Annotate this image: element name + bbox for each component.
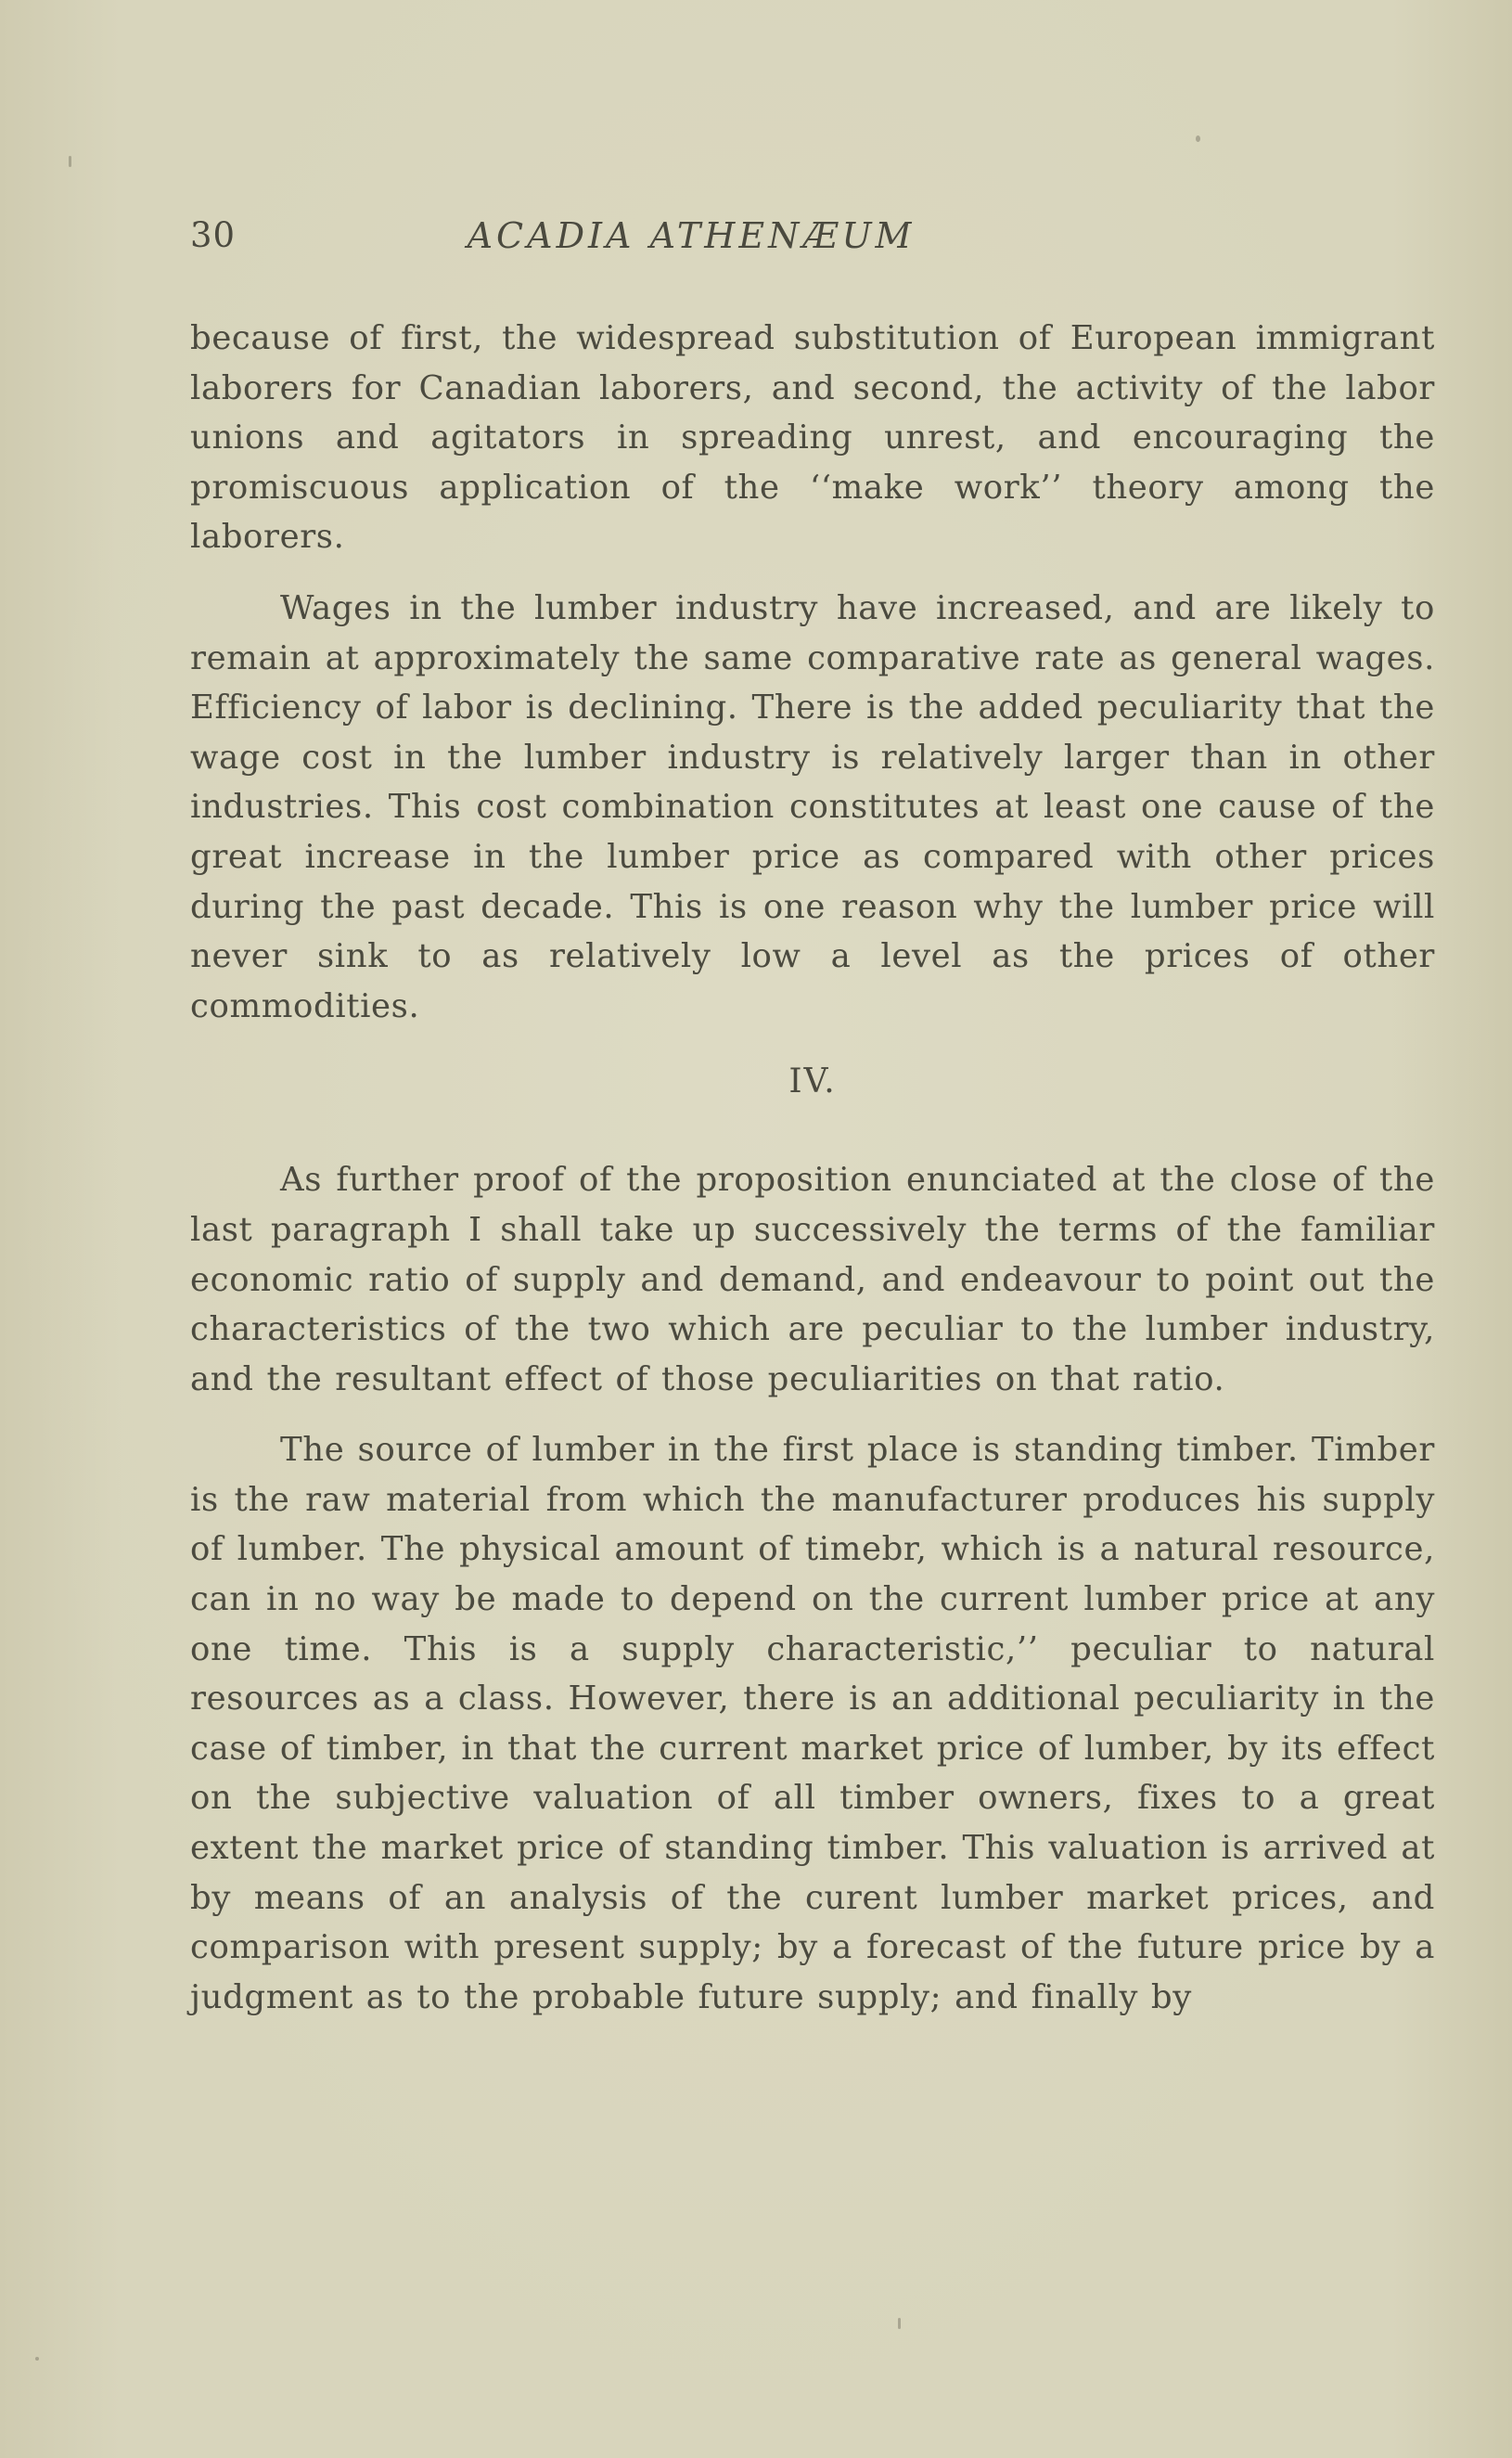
paper-speck <box>69 156 71 167</box>
section-heading: IV. <box>788 1062 837 1101</box>
page-header <box>190 215 1192 262</box>
paper-speck <box>35 2357 39 2361</box>
paper-speck <box>898 2318 901 2329</box>
body-text <box>190 314 1435 2043</box>
paragraph-wages: Wages in the lumber industry have increased, and are likely to remain at approximately the same comparative rate as general wages. Efficiency of labor is declining. There is the added peculiarity that the wage cost in the lumber industry is relatively larger than in other industries. This cost combination constitutes at least one cause of the great increase in the lumber price as compared with other prices during the past decade. This is one reason why the lumber price will never sink to as relatively low a level as the prices of other commodities. <box>190 588 1435 1025</box>
paragraph-further-proof: As further proof of the proposition enunciated at the close of the last paragraph I shall take up successively the terms of the familiar economic ratio of supply and demand, and endeavour to point out the characteristics of the two which are peculiar to the lumber industry, and the resultant effect of those peculiarities on that ratio. <box>190 1161 1435 1398</box>
paragraph-source-of-lumber: The source of lumber in the first place is standing timber. Timber is the raw material from which the manufacturer produces his supply of lumber. The physical amount of timebr, which is a natural resource, can in no way be made to depend on the current lumber price at any one time. This is a supply characteristic,’’ peculiar to natural resources as a class. However, there is an additional peculiarity in the case of timber, in that the current market price of lumber, by its effect on the subjective valuation of all timber owners, fixes to a great extent the market price of standing timber. This valuation is arrived at by means of an analysis of the curent lumber market prices, and comparison with present supply; by a forecast of the future price by a judgment as to the probable future supply; and finally by <box>190 1431 1435 2016</box>
paper-speck <box>1196 135 1200 142</box>
paragraph-continued: because of first, the widespread substitution of European immigrant laborers for Canadian laborers, and second, the activity of the labor unions and agitators in spreading unrest, and encouraging the promiscuous application of the ‘‘make work’’ theory among the laborers. <box>190 319 1435 557</box>
running-head: ACADIA ATHENÆUM <box>467 215 916 256</box>
page-number: 30 <box>190 215 237 255</box>
